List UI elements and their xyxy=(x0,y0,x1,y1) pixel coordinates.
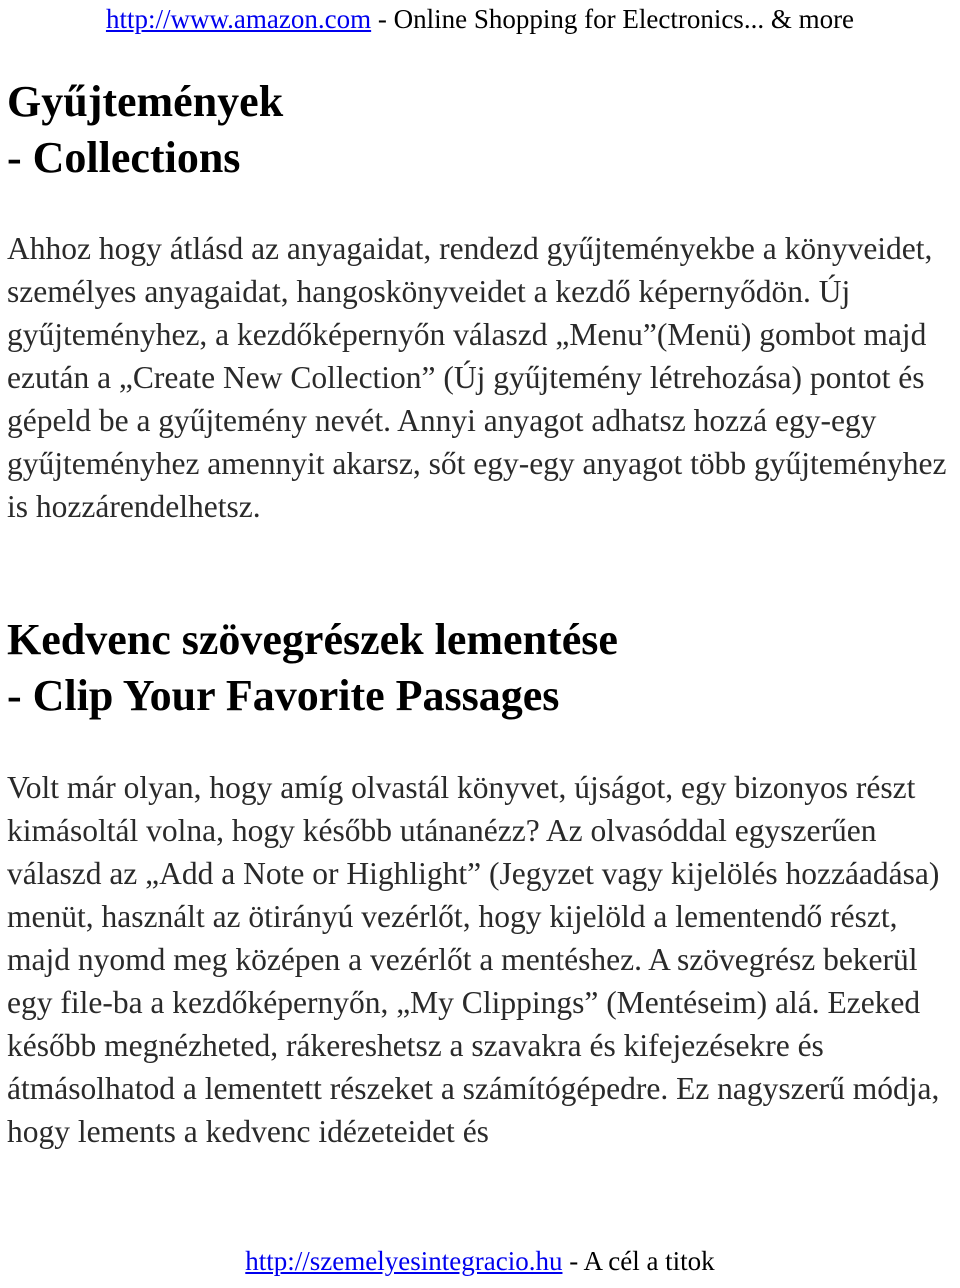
amazon-link[interactable]: http://www.amazon.com xyxy=(105,4,372,34)
page-footer xyxy=(0,1244,960,1278)
section-title-collections xyxy=(7,74,283,186)
section-title-collections-line2: - Collections xyxy=(7,133,241,182)
section-title-clip-passages-line1: Kedvenc szövegrészek lementése xyxy=(7,615,618,664)
footer-tagline: - A cél a titok xyxy=(562,1246,715,1276)
page-header xyxy=(0,2,960,36)
header-tagline: - Online Shopping for Electronics... & more xyxy=(371,4,855,34)
section-title-clip-passages xyxy=(7,612,618,724)
section-body-clip-passages: Volt már olyan, hogy amíg olvastál könyvet, újságot, egy bizonyos részt kimásoltál volna, hogy később utánanézz? Az olvasóddal egyszerűen válaszd az „Add a Note or Highlight” (Jegyzet vagy kijelölés hozzáadása) menüt, használt az ötirányú vezérlőt, hogy kijelöld a lementendő részt, majd nyomd meg középen a vezérlőt a mentéshez. A szövegrész bekerül egy file-ba a kezdőképernyőn, „My Clippings” (Mentéseim) alá. Ezeked később megnézheted, rákereshetsz a szavakra és kifejezésekre és átmásolhatod a lementett részeket a számítógépedre. Ez nagyszerű módja, hogy lements a kedvenc idézeteidet és xyxy=(7,770,940,1149)
section-title-clip-passages-line2: - Clip Your Favorite Passages xyxy=(7,671,560,720)
section-body-collections: Ahhoz hogy átlásd az anyagaidat, rendezd gyűjteményekbe a könyveidet, személyes anyagaidat, hangoskönyveidet a kezdő képernyődön. Új gyűjteményhez, a kezdőképernyőn válaszd „Menu”(Menü) gombot majd ezután a „Create New Collection” (Új gyűjtemény létrehozása) pontot és gépeld be a gyűjtemény nevét. Annyi anyagot adhatsz hozzá egy-egy gyűjteményhez amennyit akarsz, sőt egy-egy anyagot több gyűjteményhez is hozzárendelhetsz. xyxy=(7,231,947,524)
section-title-collections-line1: Gyűjtemények xyxy=(7,77,284,126)
szemelyesintegracio-link[interactable]: http://szemelyesintegracio.hu xyxy=(245,1246,563,1276)
